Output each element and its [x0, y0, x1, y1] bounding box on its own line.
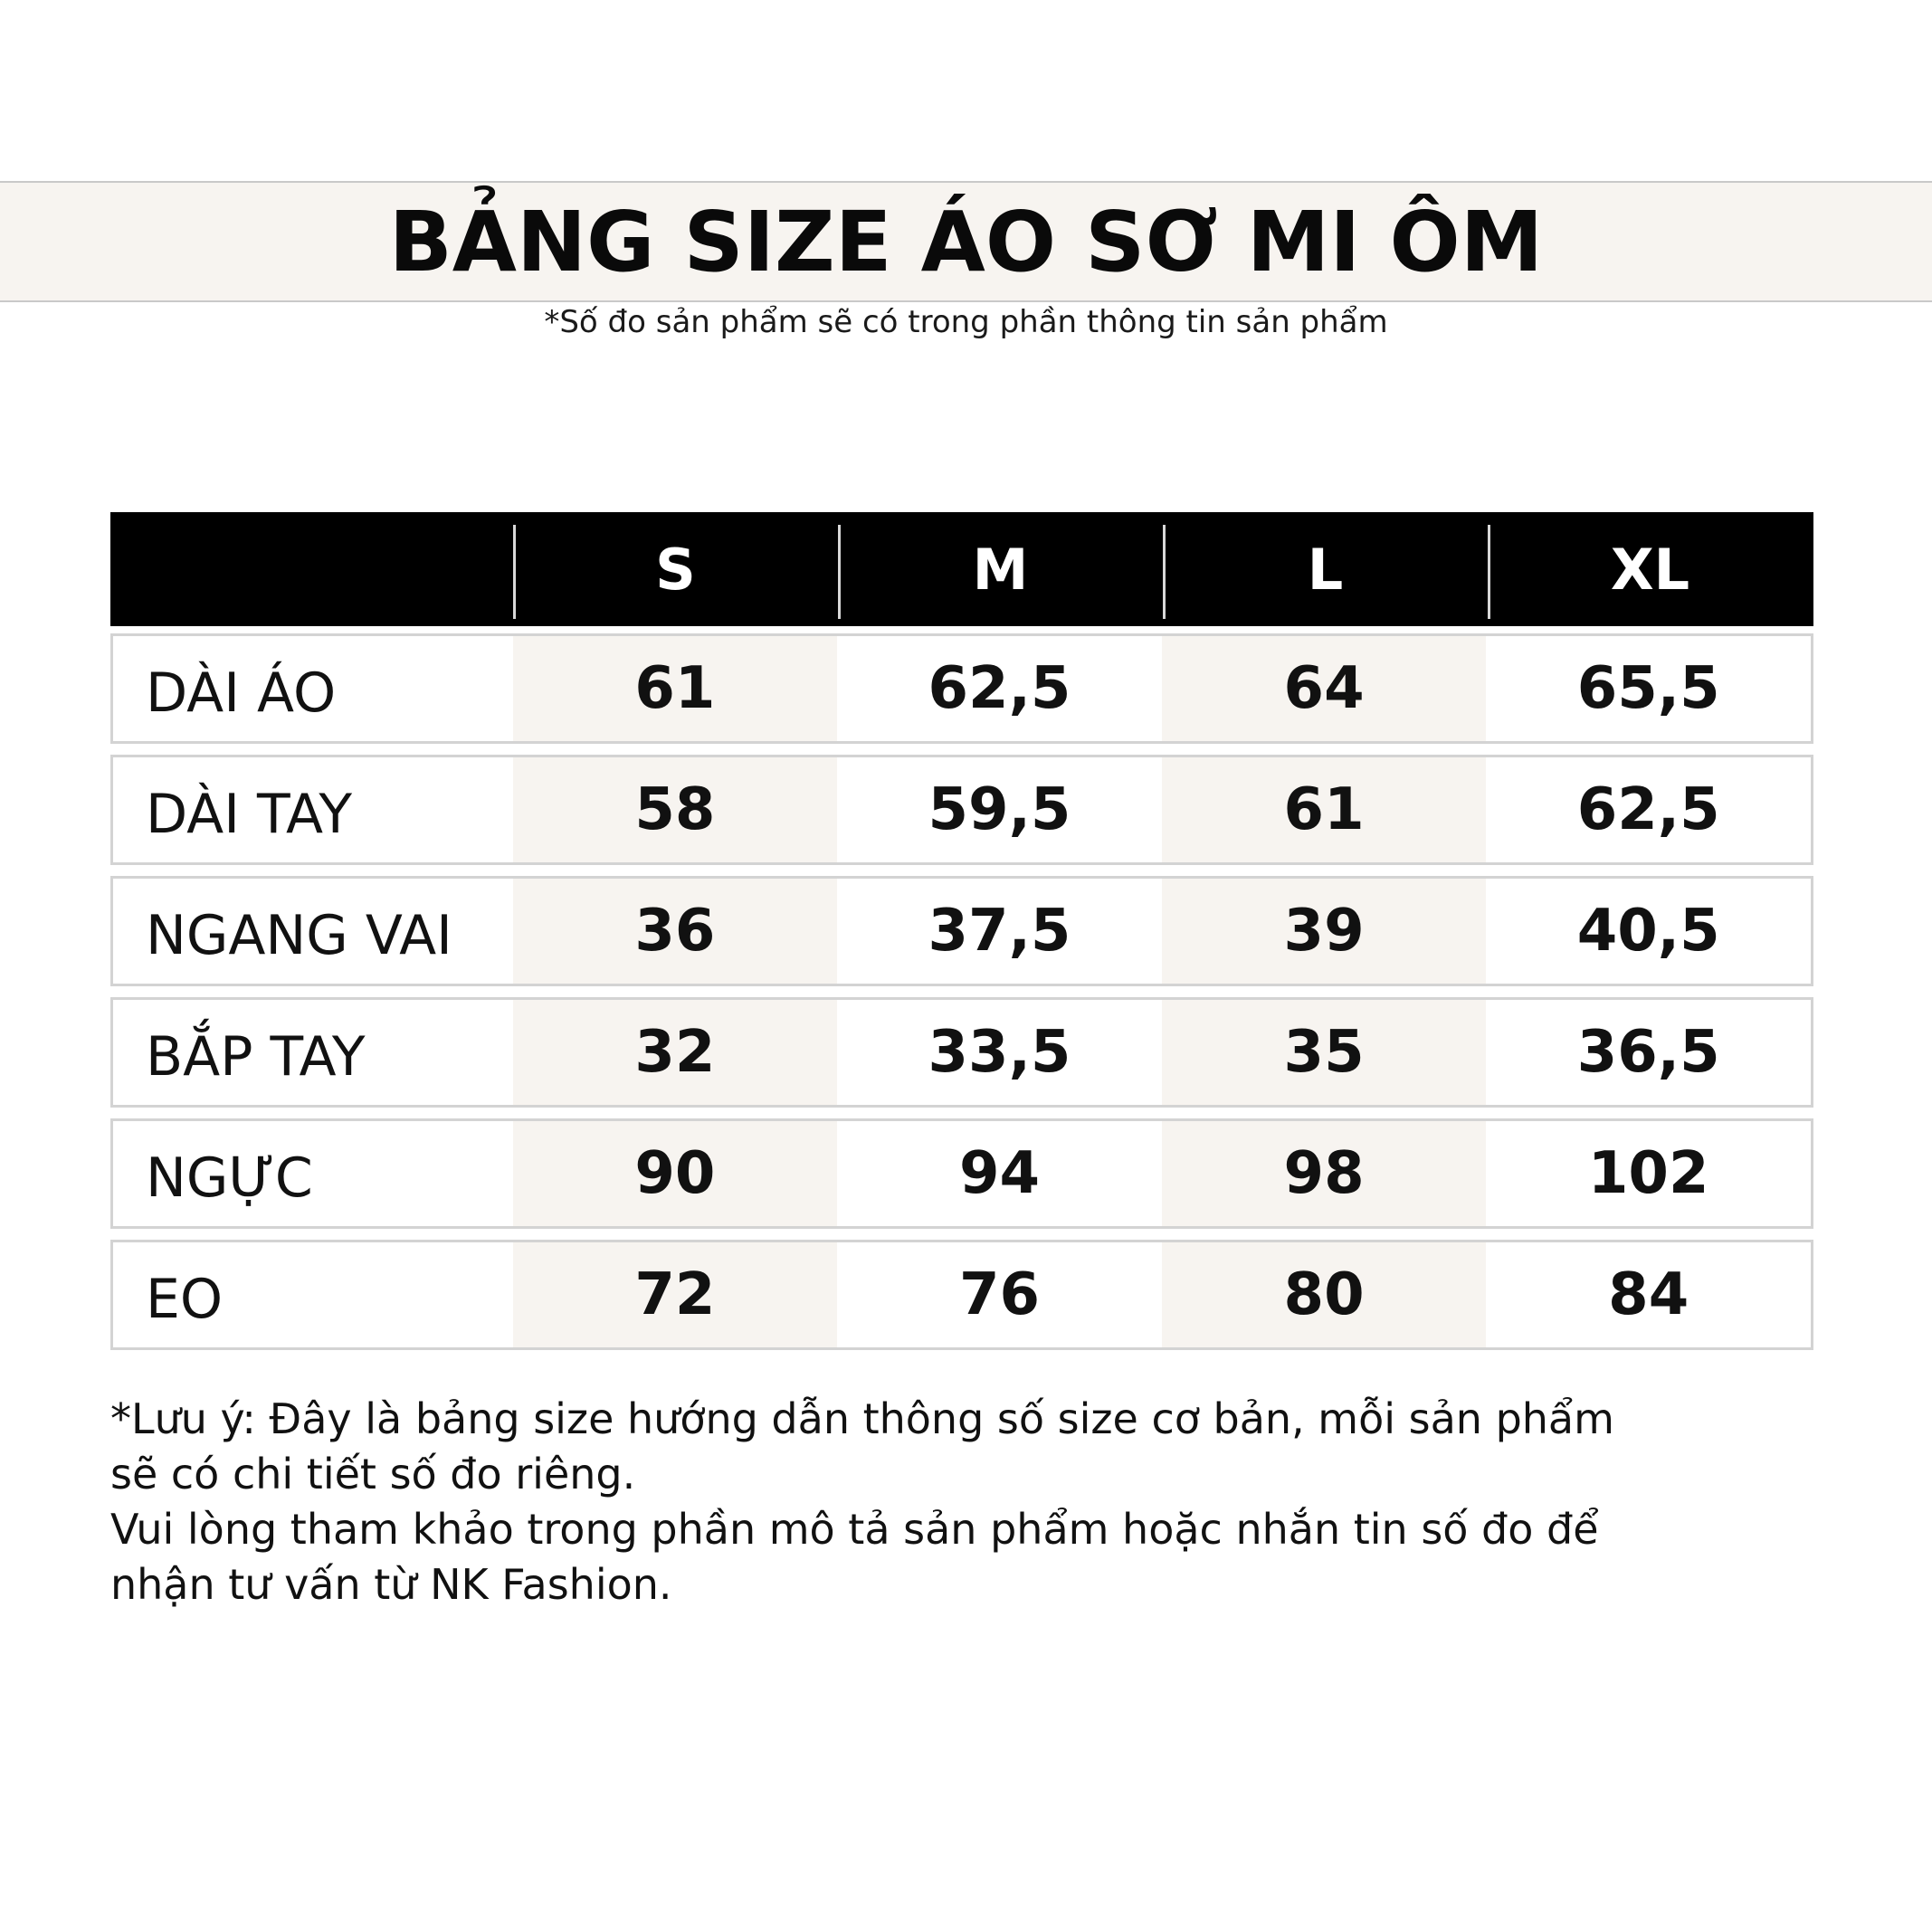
table-header: [110, 512, 1813, 626]
table-row: [110, 1240, 1813, 1350]
cell-value: 76: [958, 1261, 1040, 1328]
cell-value: 33,5: [928, 1019, 1071, 1086]
note: [110, 1392, 1830, 1612]
note-line: sẽ có chi tiết số đo riêng.: [110, 1450, 636, 1498]
cell-value: 37,5: [928, 898, 1071, 965]
header-size-s: S: [513, 512, 838, 626]
cell-value: 40,5: [1576, 898, 1720, 965]
header-empty-cell: [110, 512, 513, 626]
cell-value: 35: [1162, 1000, 1487, 1105]
note-line: nhận tư vấn từ NK Fashion.: [110, 1560, 672, 1609]
row-label: NGANG VAI: [146, 904, 452, 967]
cell-value: 36: [513, 879, 838, 984]
table-row: [110, 876, 1813, 986]
cell-value: 39: [1162, 879, 1487, 984]
cell-value: 90: [513, 1121, 838, 1226]
row-label: DÀI ÁO: [146, 661, 337, 725]
cell-value: 84: [1608, 1261, 1689, 1328]
cell-value: 102: [1587, 1140, 1709, 1207]
row-label: EO: [146, 1268, 224, 1331]
cell-value: 64: [1162, 636, 1487, 741]
cell-value: 59,5: [928, 776, 1071, 843]
size-table: [110, 512, 1813, 1361]
header-size-l: L: [1163, 512, 1488, 626]
cell-value: 80: [1162, 1242, 1487, 1347]
row-label: NGỰC: [146, 1146, 313, 1210]
cell-value: 72: [513, 1242, 838, 1347]
row-label: BẮP TAY: [146, 1025, 366, 1089]
cell-value: 62,5: [928, 655, 1071, 722]
row-label: DÀI TAY: [146, 783, 352, 846]
cell-value: 32: [513, 1000, 838, 1105]
header-size-m: M: [838, 512, 1163, 626]
table-row: [110, 997, 1813, 1108]
cell-value: 65,5: [1576, 655, 1720, 722]
cell-value: 94: [958, 1140, 1040, 1207]
table-row: [110, 633, 1813, 744]
cell-value: 98: [1162, 1121, 1487, 1226]
cell-value: 61: [513, 636, 838, 741]
cell-value: 62,5: [1576, 776, 1720, 843]
table-row: [110, 755, 1813, 865]
header-size-xl: XL: [1488, 512, 1813, 626]
cell-value: 58: [513, 757, 838, 862]
note-line: Vui lòng tham khảo trong phần mô tả sản phẩm hoặc nhắn tin số đo để: [110, 1505, 1599, 1554]
subtitle: *Số đo sản phẩm sẽ có trong phần thông tin sản phẩm: [544, 304, 1388, 340]
cell-value: 36,5: [1576, 1019, 1720, 1086]
title-band: [0, 181, 1932, 302]
table-row: [110, 1118, 1813, 1229]
page-title: BẢNG SIZE ÁO SƠ MI ÔM: [388, 193, 1544, 290]
cell-value: 61: [1162, 757, 1487, 862]
note-line: *Lưu ý: Đây là bảng size hướng dẫn thông số size cơ bản, mỗi sản phẩm: [110, 1394, 1614, 1443]
